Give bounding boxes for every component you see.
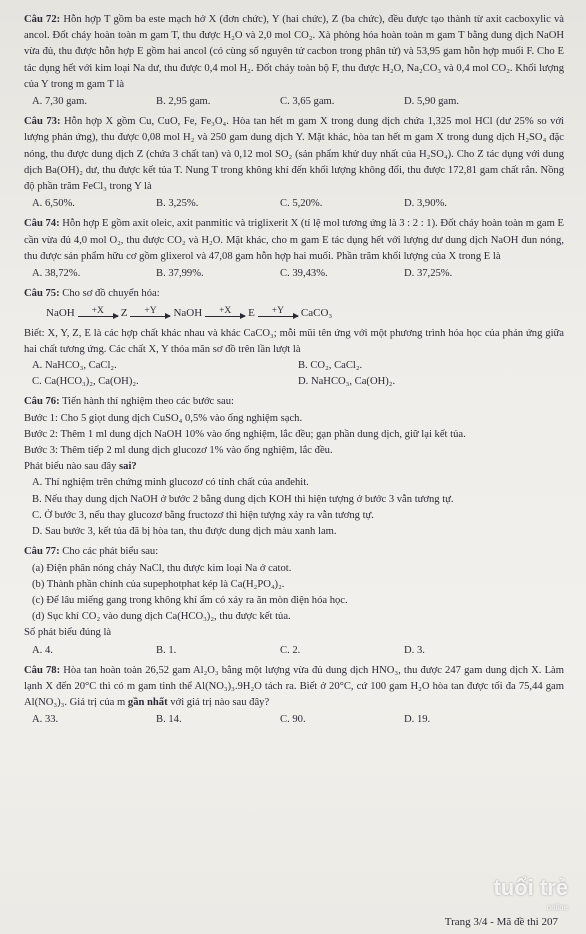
question-number: Câu 76: <box>24 396 60 408</box>
question-intro: Cho sơ đồ chuyển hóa: <box>62 288 160 300</box>
option-c: C. 5,20%. <box>280 198 323 210</box>
scheme-species: NaOH <box>173 307 203 320</box>
question-emphasis: sai? <box>119 461 137 473</box>
answer-options <box>24 475 564 540</box>
question-75 <box>24 286 564 390</box>
tuoi-tre-logo <box>493 875 568 918</box>
option-a: A. NaHCO₃, CaCl₂. <box>32 360 117 372</box>
answer-options <box>24 94 564 110</box>
reaction-arrow <box>78 306 118 322</box>
question-number: Câu 75: <box>24 288 60 300</box>
step-2: Bước 2: Thêm 1 ml dung dịch NaOH 10% vào ống nghiệm, lắc đều; gạn phần dung dịch, giữ lại kết tủa. <box>24 428 466 440</box>
option-a: A. Thí nghiệm trên chứng minh glucozơ có tính chất của anđehit. <box>32 477 309 489</box>
option-d: D. 5,90 gam. <box>404 96 460 108</box>
logo-main: tuổi trẻ <box>493 875 568 900</box>
scheme-species: Z <box>120 307 128 320</box>
statement-c: (c) Để lâu miếng gang trong không khí ẩm có xảy ra ăn mòn điện hóa học. <box>32 594 348 606</box>
option-b: B. CO₂, CaCl₂. <box>298 360 363 372</box>
scheme-species: NaOH <box>46 307 75 320</box>
reaction-arrow <box>205 306 245 322</box>
question-text: Biết: X, Y, Z, E là các hợp chất khác nhau và khác CaCO₃; mỗi mũi tên ứng với một phương trình hóa học của phản ứng giữa hai chất tương ứng. Các chất X, Y thỏa mãn sơ đồ trên lần lượt là <box>24 327 564 355</box>
option-b: B. 1. <box>156 644 177 656</box>
option-c: C. 2. <box>280 644 301 656</box>
question-intro: Cho các phát biểu sau: <box>62 546 159 558</box>
option-b: B. 14. <box>156 714 182 726</box>
question-number: Câu 74: <box>24 218 60 230</box>
question-emphasis: gần nhất <box>127 697 168 709</box>
question-number: Câu 72: <box>24 14 61 25</box>
answer-options <box>24 358 564 390</box>
answer-options <box>24 196 564 212</box>
arrow-label: +X <box>91 305 104 316</box>
option-d: D. Sau bước 3, kết tủa đã bị hòa tan, thu được dung dịch màu xanh lam. <box>32 526 337 538</box>
reaction-arrow <box>258 306 298 322</box>
question-text-end: với giá trị nào sau đây? <box>170 697 270 709</box>
question-prompt: Số phát biểu đúng là <box>24 627 112 639</box>
question-text: Hòa tan hoàn toàn 26,52 gam Al₂O₃ bằng một lượng vừa đủ dung dịch HNO₃, thu được 247 gam dung dịch X. Làm lạnh X đến 20°C thì có m gam tinh thể Al(NO₃)₃.9H₂O tách ra. Biết ở 20°C, cứ 100 gam H₂O hòa tan được tối đa 75,44 gam Al(NO₃)₃. Giá trị của m <box>24 664 565 709</box>
option-a: A. 6,50%. <box>32 198 75 210</box>
answer-options <box>24 643 564 659</box>
question-73 <box>24 114 564 212</box>
arrow-label: +Y <box>271 305 285 316</box>
arrow-label: +Y <box>144 305 157 316</box>
option-b: B. 37,99%. <box>156 268 204 280</box>
option-b: B. 2,95 gam. <box>156 96 211 108</box>
statement-list <box>24 561 564 626</box>
question-number: Câu 78: <box>24 664 61 676</box>
option-a: A. 38,72%. <box>32 268 81 280</box>
question-77 <box>24 544 564 658</box>
scheme-species: CaCO₃ <box>300 307 333 320</box>
option-a: A. 33. <box>32 714 59 726</box>
page-footer: Trang 3/4 - Mã đề thi 207 <box>444 915 558 928</box>
arrow-label: +X <box>219 305 232 316</box>
option-a: A. 7,30 gam. <box>32 96 88 108</box>
question-text: Hỗn hợp E gồm axit oleic, axit panmitic và triglixerit X (tỉ lệ mol tương ứng là 3 : 2 : 1). Đốt cháy hoàn toàn m gam E cần vừa đủ 4,0 mol O₂, thu được CO₂ và H₂O. Mặt khác, cho m gam E tác dụng hết với lượng dư dung dịch NaOH đun nóng, thu được sản phẩm hữu cơ gồm glixerol và 47,08 gam hỗn hợp hai muối. Phần trăm khối lượng của X trong E là <box>24 218 565 262</box>
option-c: C. 90. <box>280 714 306 726</box>
option-b: B. 3,25%. <box>156 198 199 210</box>
question-text: Hỗn hợp X gồm Cu, CuO, Fe, Fe₃O₄. Hòa tan hết m gam X trong dung dịch chứa 1,325 mol HCl (dư 25% so với lượng phản ứng), thu được 0,08 mol H₂ và 250 gam dung dịch Y. Mặt khác, hòa tan hết m gam X trong dung dịch H₂SO₄ đặc nóng, thu được dung dịch Z (chứa 3 chất tan) và 0,12 mol SO₂ (sản phẩm khử duy nhất của H₂SO₄). Cho Z tác dụng với dung dịch Ba(OH)₂ dư, thu được kết tủa T. Nung T trong không khí đến khối lượng không đổi, thu được 172,81 gam chất rắn. Nồng độ phần trăm FeCl₃ trong Y là <box>24 116 564 193</box>
option-d: D. 37,25%. <box>404 268 453 280</box>
option-d: D. NaHCO₃, Ca(OH)₂. <box>298 376 396 388</box>
reaction-arrow <box>130 306 170 322</box>
question-intro: Tiến hành thí nghiệm theo các bước sau: <box>62 396 234 408</box>
question-74 <box>24 216 564 282</box>
step-3: Bước 3: Thêm tiếp 2 ml dung dịch glucozơ 1% vào ống nghiệm, lắc đều. <box>24 445 333 457</box>
question-number: Câu 73: <box>24 116 61 128</box>
question-prompt: Phát biểu nào sau đây <box>24 461 117 473</box>
option-c: C. Ở bước 3, nếu thay glucozơ bằng fructozơ thì hiện tượng xảy ra vẫn tương tự. <box>32 509 374 521</box>
question-76 <box>24 394 564 540</box>
option-c: C. 39,43%. <box>280 268 328 280</box>
conversion-scheme <box>24 305 564 321</box>
statement-d: (d) Sục khí CO₂ vào dung dịch Ca(HCO₃)₂, thu được kết tủa. <box>32 611 291 623</box>
option-d: D. 3,90%. <box>404 198 447 210</box>
scheme-species: E <box>248 307 255 320</box>
option-d: D. 19. <box>404 714 431 726</box>
question-72 <box>24 12 564 110</box>
option-d: D. 3. <box>404 644 425 656</box>
question-number: Câu 77: <box>24 546 60 558</box>
statement-b: (b) Thành phần chính của supephotphat kép là Ca(H₂PO₄)₂. <box>32 578 285 590</box>
option-a: A. 4. <box>32 644 53 656</box>
question-78 <box>24 663 564 729</box>
answer-options <box>24 266 564 282</box>
logo-sub: online <box>546 903 568 912</box>
answer-options <box>24 712 564 728</box>
statement-a: (a) Điện phân nóng chảy NaCl, thu được kim loại Na ở catot. <box>32 562 292 574</box>
option-b: B. Nếu thay dung dịch NaOH ở bước 2 bằng dung dịch KOH thì hiện tượng ở bước 3 vẫn tương tự. <box>32 493 454 505</box>
step-1: Bước 1: Cho 5 giọt dung dịch CuSO₄ 0,5% vào ống nghiệm sạch. <box>24 412 303 424</box>
option-c: C. Ca(HCO₃)₂, Ca(OH)₂. <box>32 376 139 388</box>
question-text: Hỗn hợp T gồm ba este mạch hở X (đơn chức), Y (hai chức), Z (ba chức), đều được tạo thành từ axit cacboxylic và ancol. Đốt cháy hoàn toàn m gam T, thu được H₂O và 2,0 mol CO₂. Xà phòng hóa hoàn toàn m gam T bằng dung dịch NaOH vừa đủ, thu được hỗn hợp E gồm hai ancol (có cùng số nguyên tử cacbon trong phân tử) và 53,95 gam hỗn hợp muối F. Cho E tác dụng hết với kim loại Na dư, thu được 0,4 mol H₂. Đốt cháy toàn bộ F, thu được H₂O, Na₂CO₃ và 0,4 mol CO₂. Khối lượng của Y trong m gam T là <box>24 14 564 90</box>
option-c: C. 3,65 gam. <box>280 96 335 108</box>
